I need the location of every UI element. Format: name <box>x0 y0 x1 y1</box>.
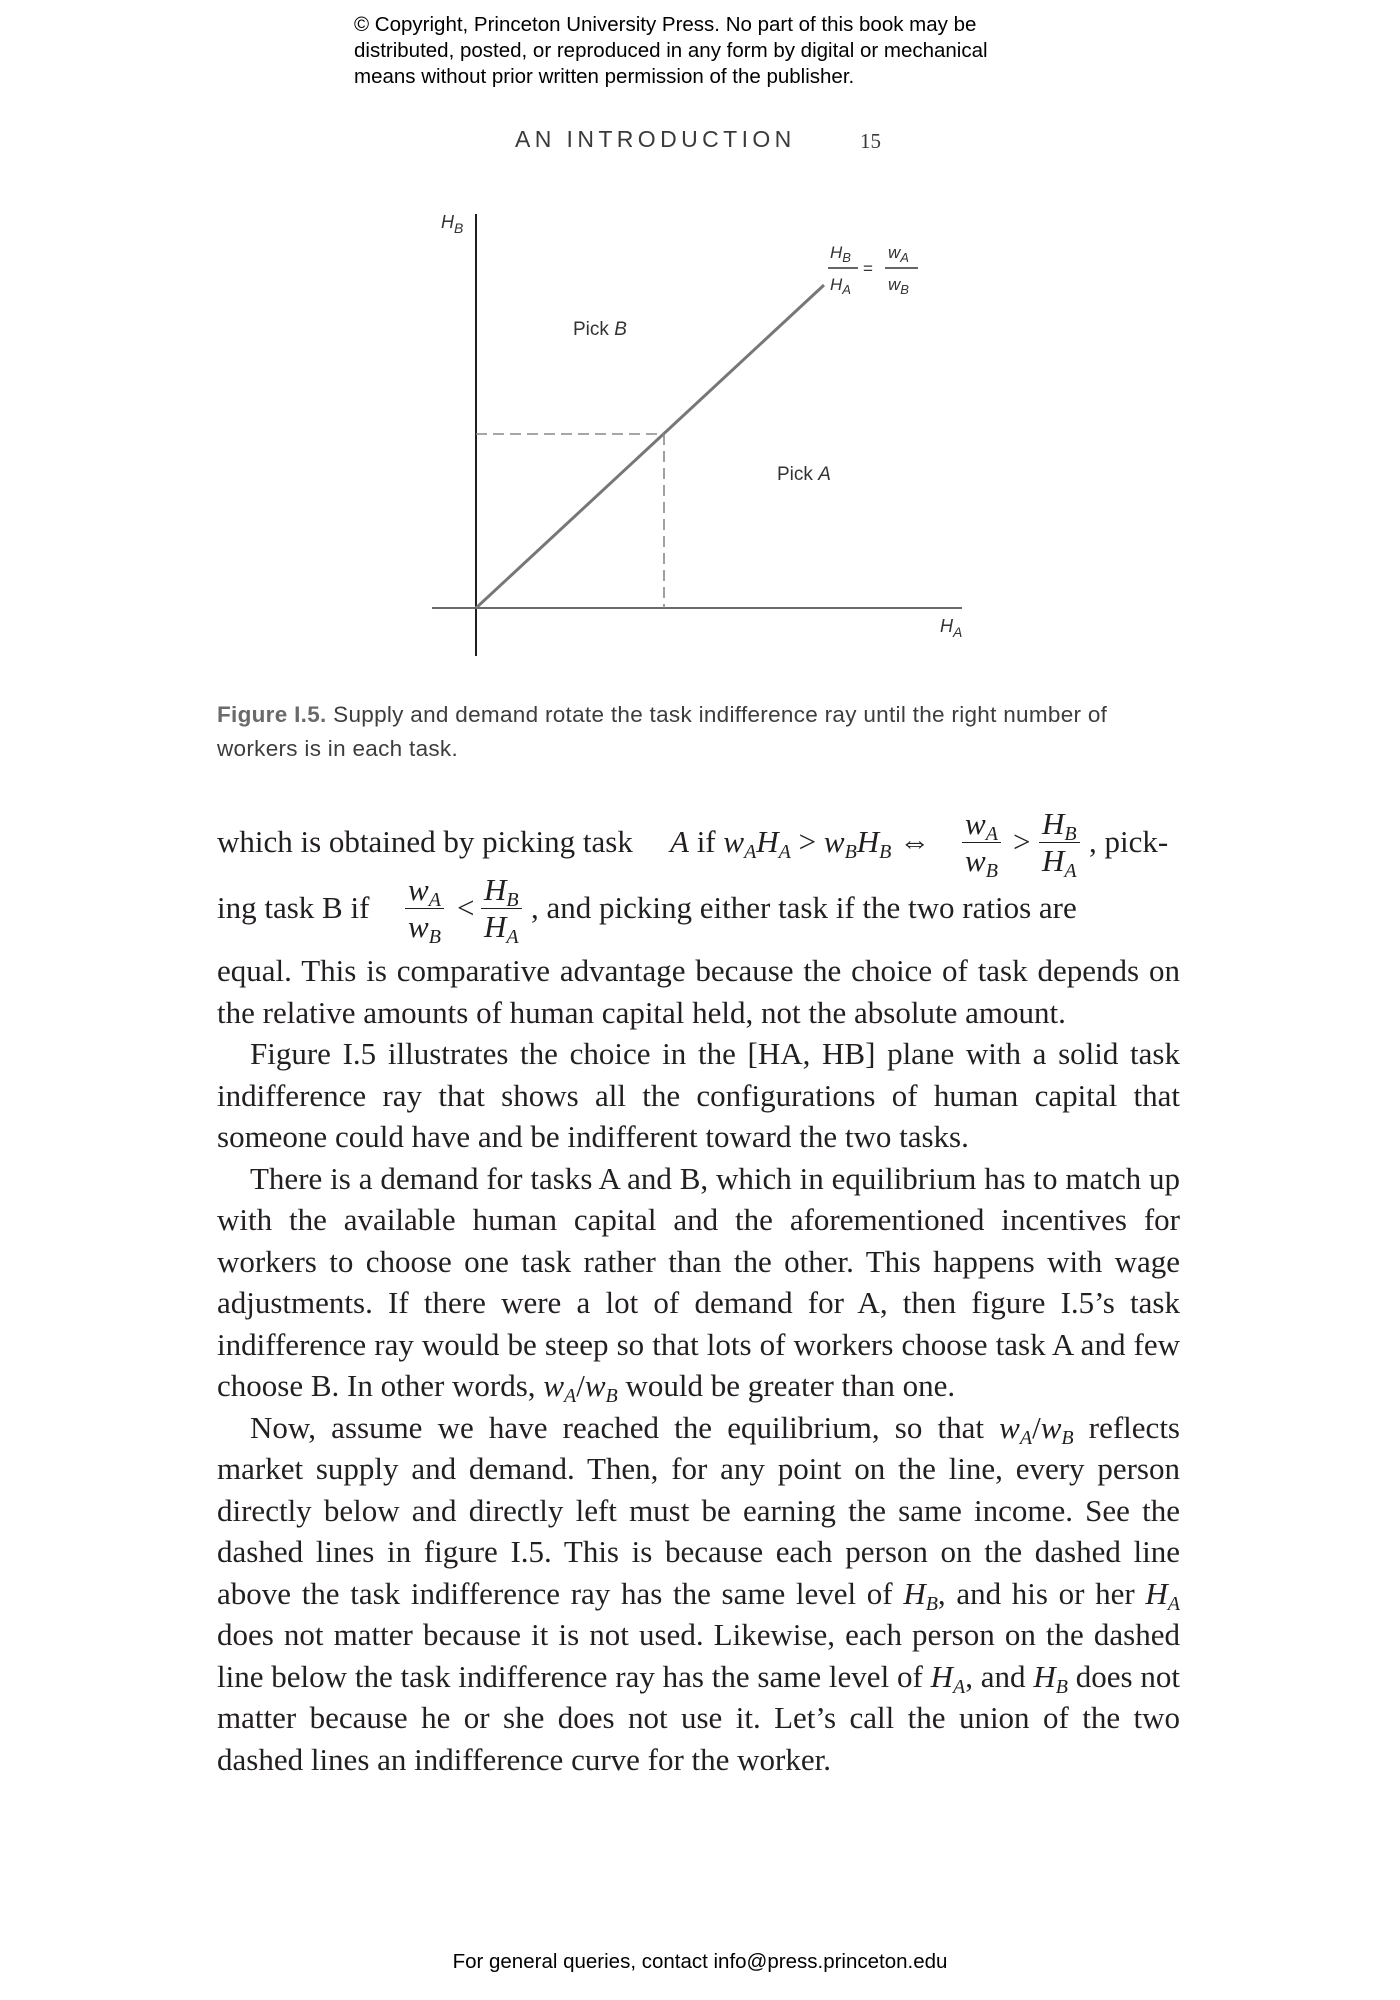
math-line-2-suffix: , and picking either task if the two ratios are <box>531 890 1077 925</box>
ray-equation <box>828 243 918 297</box>
running-head-title: AN INTRODUCTION <box>515 126 796 152</box>
copyright-notice <box>354 12 1114 90</box>
math-line-2-prefix: ing task B if <box>217 890 370 925</box>
copyright-line: © Copyright, Princeton University Press. No part of this book may be <box>354 13 977 36</box>
math-line-2: ing task B if $\frac{w_A}{w_B}$ < $\frac{H_B}{H_A}$ , and picking either task if the two ratios are <box>217 886 1180 942</box>
svg-text:=: = <box>863 259 873 278</box>
figure-task-indifference <box>0 190 1400 670</box>
math-inline-1: A if $w_AH_A > w_BH_B$ ⇔ <box>670 824 931 863</box>
paragraph-4: Now, assume we have reached the equilibrium, so that $w_A/w_B$ reflects market supply and demand. Then, for any point on the line, every person directly below and directly left must be earning the same income. See the dashed lines in figure I.5. This is because each person on the dashed line above the task indifference ray has the same level of $H_B$, and his or her $H_A$ does not matter because it is not used. Likewise, each person on the dashed line below the task indifference ray has the same level of $H_A$, and $H_B$ does not matter because he or she does not use it. Let’s call the union of the two dashed lines an indifference curve for the worker. <box>217 1409 1181 1777</box>
svg-text:wB: $w_B$ <box>888 275 909 297</box>
paragraph-1-rest: equal. This is comparative advantage because the choice of task depends on the relative amounts of human capital held, not the absolute amount. <box>217 953 1180 1030</box>
fraction-wa-wb: $\frac{w_A}{w_B}$ <box>962 806 1001 879</box>
fraction-hb-ha: $\frac{H_B}{H_A}$ <box>1039 806 1080 879</box>
math-line-1-prefix: which is obtained by picking task <box>217 824 633 859</box>
math-line-1: which is obtained by picking task A if $w_AH_A > w_BH_B$ ⇔ $\frac{w_A}{w_B}$ > $\frac{H_B}{H_A}$ , pick- <box>217 806 1169 882</box>
region-a-label: Pick A <box>777 464 831 485</box>
x-axis-label: $H_A$ <box>940 616 963 640</box>
math-line-1-suffix: , pick- <box>1089 824 1169 859</box>
fraction-wa-wb-2: $\frac{w_A}{w_B}$ <box>405 872 444 945</box>
svg-text:HA: $H_A$ <box>830 275 851 297</box>
footer: For general queries, contact info@press.princeton.edu <box>452 1950 948 1973</box>
region-b-label: Pick B <box>573 319 627 340</box>
paragraph-2: Figure I.5 illustrates the choice in the [HA, HB] plane with a solid task indifference ray that shows all the configurations of human capital that someone could have and be indifferent toward the two tasks. <box>217 1036 1180 1154</box>
fraction-hb-ha-2: $\frac{H_B}{H_A}$ <box>481 872 522 945</box>
svg-text:wA: $w_A$ <box>888 243 909 265</box>
body-text <box>217 950 1180 1780</box>
paragraph-3: There is a demand for tasks A and B, which in equilibrium has to match up with the available human capital and the aforementioned incentives for workers to choose one task rather than the other. This happens with wage adjustments. If there were a lot of demand for A, then figure I.5’s task indifference ray would be steep so that lots of workers choose task A and few choose B. In other words, $w_A/w_B$ would be greater than one. <box>217 1160 1180 1407</box>
y-axis-label: $H_B$ <box>441 212 464 236</box>
indifference-ray <box>476 285 824 608</box>
copyright-line: distributed, posted, or reproduced in any form by digital or mechanical <box>354 39 988 62</box>
caption-label: Figure I.5. <box>217 702 327 727</box>
caption-text: Supply and demand rotate the task indifference ray until the right number of workers is in each task. <box>217 702 1108 761</box>
running-head <box>0 126 1400 156</box>
figure-caption <box>217 698 1187 766</box>
copyright-line: means without prior written permission of the publisher. <box>354 65 855 88</box>
page-number: 15 <box>860 129 881 153</box>
svg-text:HB: $H_B$ <box>830 243 851 265</box>
